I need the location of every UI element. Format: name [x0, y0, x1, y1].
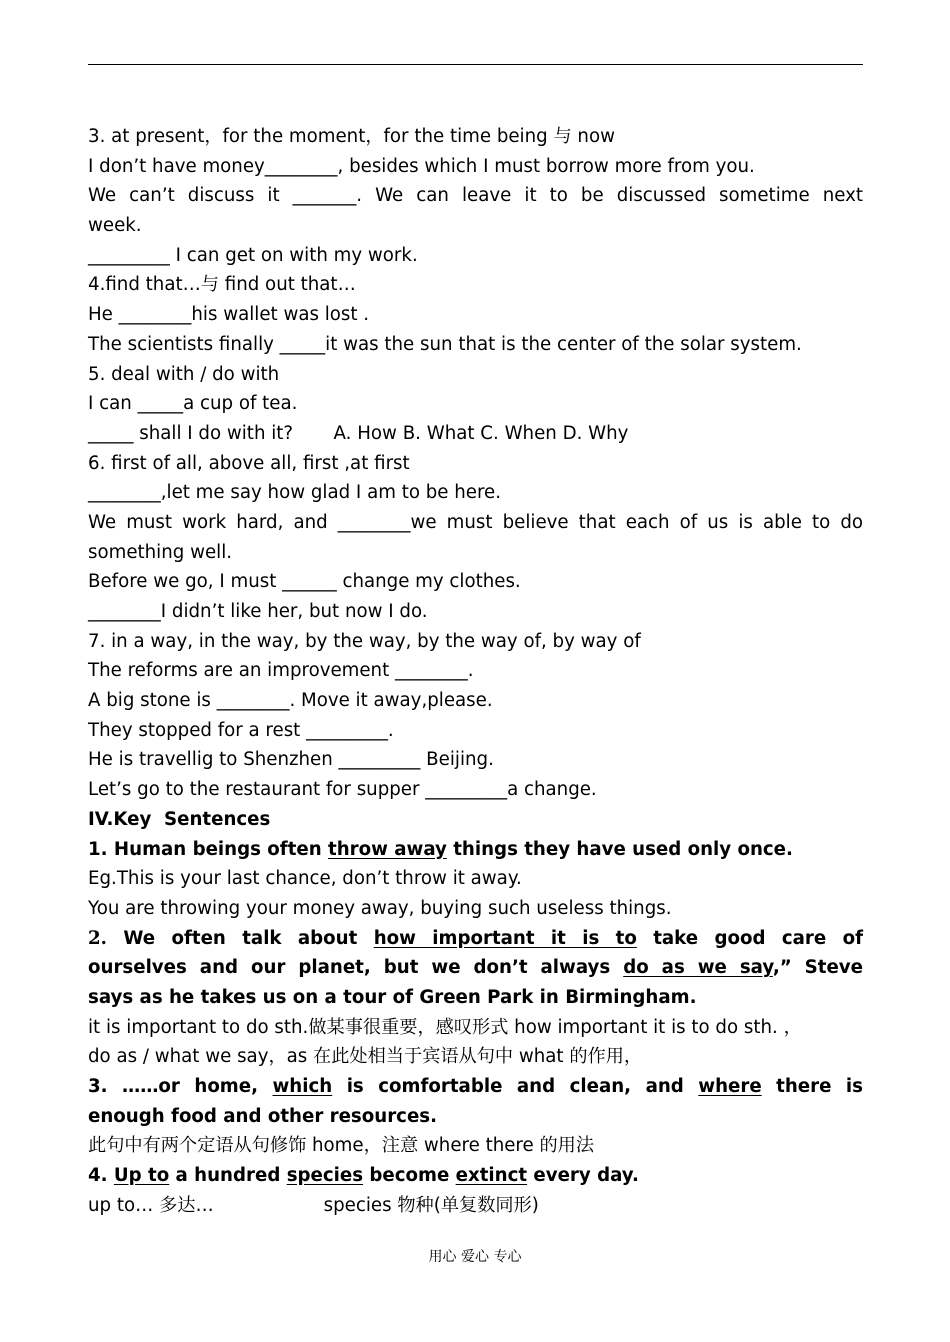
sentence-text: there is	[761, 1076, 863, 1097]
exercise-line: week.	[88, 215, 142, 237]
example-line: You are throwing your money away, buying such useless things.	[88, 897, 672, 919]
exercise-line: He is travellig to Shenzhen _________ Beijing.	[88, 749, 494, 771]
key-sentence-2-cont: says as he takes us on a tour of Green Park in Birmingham.	[88, 986, 697, 1008]
section-heading-key-sentences: IV.Key Sentences	[88, 808, 271, 830]
underlined-phrase: how important it is to	[373, 927, 637, 949]
key-sentence-1	[88, 835, 863, 865]
underlined-phrase: species	[286, 1165, 364, 1187]
exercise-line: We can’t discuss it _______. We can leave it to be discussed sometime next	[88, 185, 863, 207]
sentence-text: is comfortable and clean, and	[332, 1076, 699, 1097]
exercise-line: A big stone is ________. Move it away,please.	[88, 690, 493, 712]
key-sentence-2-cont	[88, 953, 863, 983]
sentence-text: ,” Steve	[772, 957, 863, 979]
document-body	[88, 122, 863, 1220]
page-footer: 用心 爱心 专心	[428, 1249, 522, 1265]
exercise-line: We must work hard, and ________we must believe that each of us is able to do	[88, 511, 863, 533]
note-text: species 物种(单复数同形)	[323, 1194, 539, 1216]
underlined-phrase: throw away	[328, 838, 447, 860]
key-sentence-2	[88, 924, 863, 954]
sentence-text: ourselves and our planet, but we don’t always	[88, 957, 624, 979]
underlined-phrase: where	[698, 1076, 762, 1097]
key-sentence-3-cont: enough food and other resources.	[88, 1105, 438, 1127]
sentence-text: take good care of	[636, 927, 863, 949]
exercise-line: I don’t have money________, besides which I must borrow more from you.	[88, 155, 755, 177]
exercise-line: Let’s go to the restaurant for supper _________a change.	[88, 779, 597, 801]
key-sentence-4	[88, 1161, 863, 1191]
exercise-line: ________I didn’t like her, but now I do.	[88, 601, 428, 622]
exercise-line: They stopped for a rest _________.	[88, 719, 394, 741]
sentence-number: 2.	[88, 927, 107, 949]
item-4-heading: 4.find that…与 find out that…	[88, 274, 356, 296]
note-line: 此句中有两个定语从句修饰 home，注意 where there 的用法	[88, 1135, 595, 1157]
example-line: Eg.This is your last chance, don’t throw it away.	[88, 868, 522, 890]
exercise-line: _____ shall I do with it? A. How B. What C. When D. Why	[88, 422, 629, 444]
note-text: up to… 多达…	[88, 1194, 214, 1216]
sentence-text: a hundred	[169, 1165, 287, 1187]
underlined-phrase: Up to	[113, 1165, 170, 1187]
underlined-phrase: do as we say	[623, 957, 773, 979]
exercise-line: I can _____a cup of tea.	[88, 393, 298, 415]
item-7-heading: 7. in a way, in the way, by the way, by the way of, by way of	[88, 630, 641, 652]
underlined-phrase: extinct	[455, 1165, 528, 1187]
exercise-line: The scientists finally _____it was the sun that is the center of the solar system.	[88, 333, 802, 355]
sentence-text: 3. ……or home,	[88, 1076, 273, 1097]
exercise-line: _________ I can get on with my work.	[88, 244, 418, 266]
sentence-text: every day.	[527, 1165, 639, 1187]
exercise-line: Before we go, I must ______ change my clothes.	[88, 571, 521, 593]
key-sentence-3	[88, 1072, 863, 1102]
sentence-text: things they have used only once.	[446, 838, 793, 860]
exercise-line: ________,let me say how glad I am to be here.	[88, 482, 502, 504]
sentence-text: 1. Human beings often	[88, 838, 328, 860]
underlined-phrase: which	[272, 1076, 333, 1097]
note-line: do as / what we say，as 在此处相当于宾语从句中 what 的作用，	[88, 1046, 643, 1068]
sentence-text: become	[363, 1165, 456, 1187]
item-3-heading: 3. at present，for the moment，for the time being 与 now	[88, 126, 615, 147]
exercise-line: something well.	[88, 541, 233, 563]
item-6-heading: 6. first of all, above all, first ,at first	[88, 452, 410, 474]
note-line: it is important to do sth.做某事很重要，感叹形式 how important it is to do sth. ，	[88, 1016, 802, 1038]
sentence-text: 4.	[88, 1165, 114, 1187]
sentence-text: We often talk about	[107, 927, 374, 949]
exercise-line: He ________his wallet was lost .	[88, 304, 370, 326]
item-5-heading: 5. deal with / do with	[88, 363, 280, 385]
exercise-line: The reforms are an improvement ________.	[88, 660, 474, 682]
header-rule	[88, 64, 863, 65]
note-line	[88, 1191, 863, 1221]
